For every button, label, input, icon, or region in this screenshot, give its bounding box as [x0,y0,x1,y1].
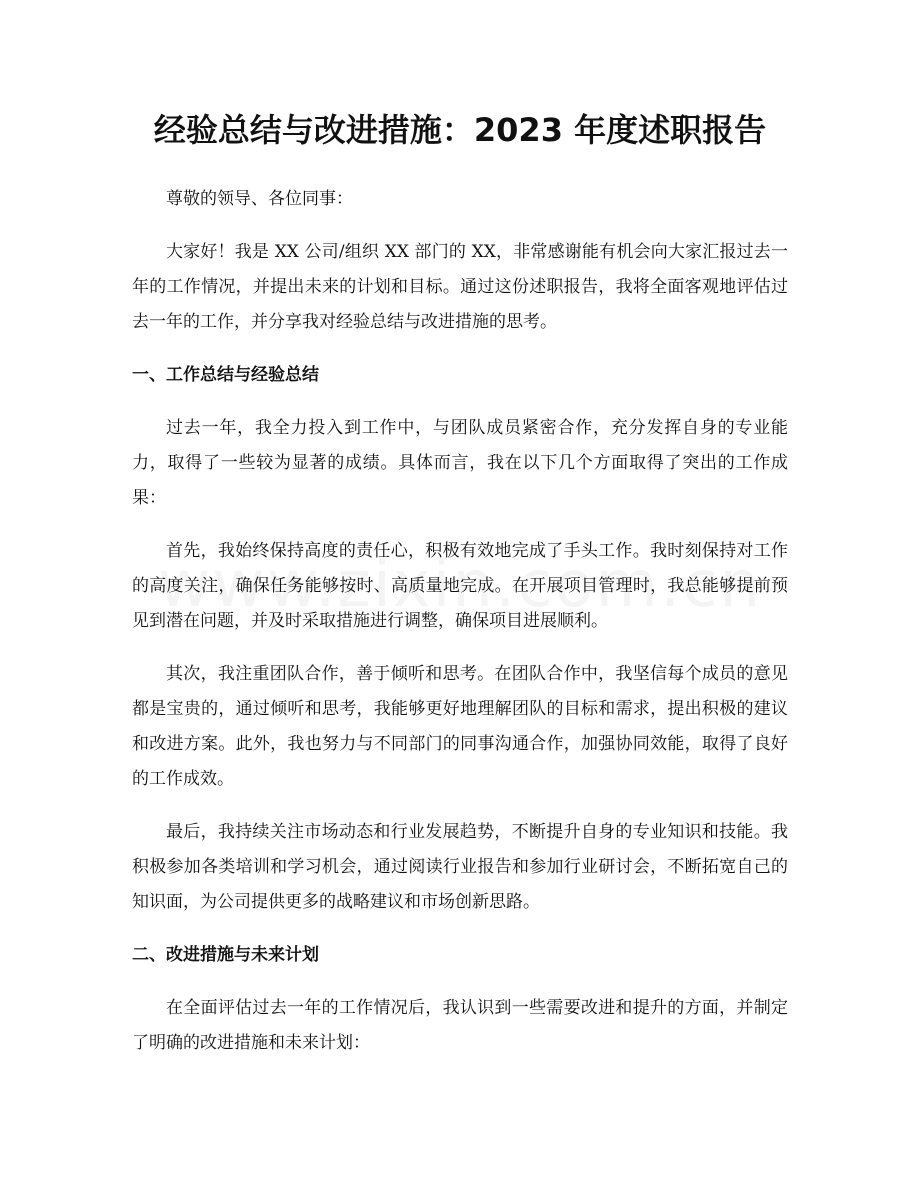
section1-paragraph: 其次，我注重团队合作，善于倾听和思考。在团队合作中，我坚信每个成员的意见都是宝贵的，通过倾听和思考，我能够更好地理解团队的目标和需求，提出积极的建议和改进方案。此外，我也努力与不同部门的同事沟通合作，加强协同效能，取得了良好的工作成效。 [132,664,788,789]
intro-paragraph: 大家好！我是 XX 公司/组织 XX 部门的 XX，非常感谢能有机会向大家汇报过去一年的工作情况，并提出未来的计划和目标。通过这份述职报告，我将全面客观地评估过去一年的工作，并分享我对经验总结与改进措施的思考。 [132,242,788,332]
section-heading-2: 二、改进措施与未来计划 [132,945,319,965]
document-body [132,182,788,1079]
section-heading-1: 一、工作总结与经验总结 [132,365,319,385]
section1-paragraph: 首先，我始终保持高度的责任心，积极有效地完成了手头工作。我时刻保持对工作的高度关注，确保任务能够按时、高质量地完成。在开展项目管理时，我总能够提前预见到潜在问题，并及时采取措施进行调整，确保项目进展顺利。 [132,541,788,631]
section2-paragraph: 在全面评估过去一年的工作情况后，我认识到一些需要改进和提升的方面，并制定了明确的改进措施和未来计划： [132,998,788,1053]
section1-paragraph: 过去一年，我全力投入到工作中，与团队成员紧密合作，充分发挥自身的专业能力，取得了一些较为显著的成绩。具体而言，我在以下几个方面取得了突出的工作成果： [132,418,788,508]
document-title: 经验总结与改进措施：2023 年度述职报告 [153,111,767,149]
greeting: 尊敬的领导、各位同事： [166,189,353,209]
section1-paragraph: 最后，我持续关注市场动态和行业发展趋势，不断提升自身的专业知识和技能。我积极参加各类培训和学习机会，通过阅读行业报告和参加行业研讨会，不断拓宽自己的知识面，为公司提供更多的战略建议和市场创新思路。 [132,822,788,912]
